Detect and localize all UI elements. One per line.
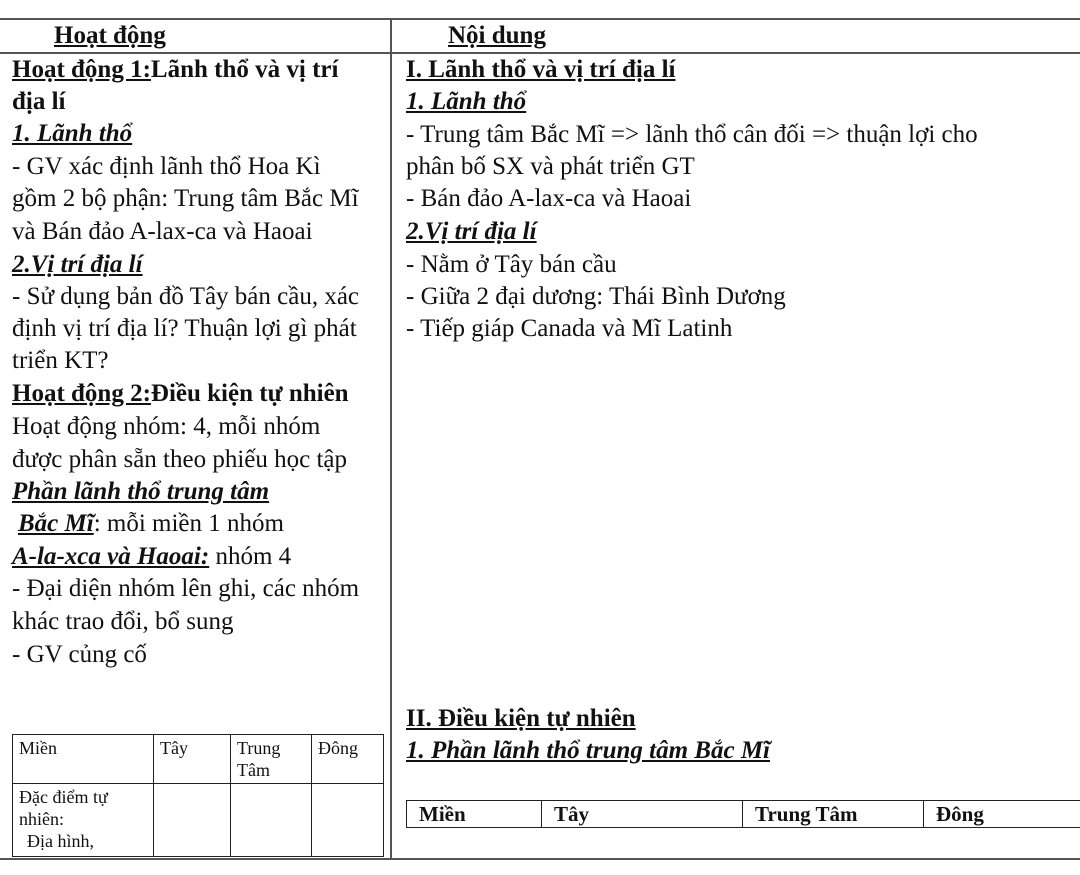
right-header-mien: Miền	[407, 801, 542, 828]
mini-cell	[312, 784, 384, 857]
left-sec2-title: 2.Vị trí địa lí	[12, 251, 143, 278]
tail-line: - Đại diện nhóm lên ghi, các nhóm	[12, 575, 360, 602]
activity2-label: Hoạt động 2:	[12, 380, 151, 407]
activity2-title	[12, 378, 349, 410]
alaxca-rest: nhóm 4	[209, 543, 292, 570]
right-section2-title: II. Điều kiện tự nhiên	[406, 705, 636, 732]
activity2-line: Hoạt động nhóm: 4, mỗi nhóm	[12, 413, 321, 440]
mini-row-label-2: nhiên:	[19, 809, 64, 829]
right-sub1-title: 1. Lãnh thổ	[406, 88, 527, 115]
right-header-dong: Đông	[924, 801, 1080, 828]
mini-cell	[154, 784, 231, 857]
alaxca-line	[12, 541, 291, 573]
alaxca-label: A-la-xca và Haoai:	[12, 543, 210, 570]
header-left: Hoạt động	[54, 22, 166, 49]
right-sub2-line: - Tiếp giáp Canada và Mĩ Latinh	[406, 315, 733, 342]
right-sub1-line: - Trung tâm Bắc Mĩ => lãnh thổ cân đối => thuận lợi cho	[406, 121, 978, 148]
activity1-title-cont: địa lí	[12, 88, 66, 115]
tail-line: khác trao đổi, bổ sung	[12, 608, 234, 635]
activity1-label: Hoạt động 1:	[12, 56, 151, 83]
right-header-tay: Tây	[542, 801, 743, 828]
activity1-label-rest: Lãnh thổ và vị trí	[150, 56, 339, 83]
left-sec1-title: 1. Lãnh thổ	[12, 120, 133, 147]
right-sub1-line: - Bán đảo A-lax-ca và Haoai	[406, 185, 692, 212]
bacmi-rest: : mỗi miền 1 nhóm	[93, 510, 284, 537]
left-sec1-line: và Bán đảo A-lax-ca và Haoai	[12, 218, 313, 245]
table-row	[13, 735, 384, 784]
activity2-line: được phân sẵn theo phiếu học tập	[12, 446, 348, 473]
mini-cell	[231, 784, 312, 857]
mini-header-tay: Tây	[154, 735, 231, 784]
right-sub2-line: - Giữa 2 đại dương: Thái Bình Dương	[406, 283, 786, 310]
tail-line: - GV củng cố	[12, 641, 147, 668]
left-sec2-line: triển KT?	[12, 347, 109, 374]
activity2-label-rest: Điều kiện tự nhiên	[150, 380, 349, 407]
table-row	[407, 801, 1080, 828]
left-sec2-line: định vị trí địa lí? Thuận lợi gì phát	[12, 315, 357, 342]
bacmi-label: Bắc Mĩ	[18, 510, 94, 537]
table-row	[13, 784, 384, 857]
bacmi-line	[18, 508, 284, 540]
header-right: Nội dung	[448, 22, 546, 49]
mini-header-trungtam: Trung Tâm	[231, 735, 312, 784]
right-table	[406, 800, 1080, 828]
mini-row-label-3: Địa hình,	[27, 831, 94, 851]
mini-row-label	[13, 784, 154, 857]
mini-header-mien: Miền	[13, 735, 154, 784]
left-sec1-line: - GV xác định lãnh thổ Hoa Kì	[12, 153, 321, 180]
mini-header-dong: Đông	[312, 735, 384, 784]
center-title: Phần lãnh thổ trung tâm	[12, 478, 270, 505]
column-divider	[390, 18, 392, 860]
right-sub2-title: 2.Vị trí địa lí	[406, 218, 537, 245]
table-bottom-border	[0, 858, 1080, 860]
right-sub3-title: 1. Phần lãnh thổ trung tâm Bắc Mĩ	[406, 737, 771, 764]
right-sub1-line: phân bố SX và phát triển GT	[406, 153, 695, 180]
activity1-title	[12, 54, 338, 86]
left-sec1-line: gồm 2 bộ phận: Trung tâm Bắc Mĩ	[12, 185, 359, 212]
mini-row-label-1: Đặc điểm tự	[19, 787, 108, 807]
right-section1-title: I. Lãnh thổ và vị trí địa lí	[406, 56, 676, 83]
right-header-trungtam: Trung Tâm	[743, 801, 924, 828]
left-sec2-line: - Sử dụng bản đồ Tây bán cầu, xác	[12, 283, 360, 310]
left-mini-table	[12, 734, 384, 857]
right-sub2-line: - Nằm ở Tây bán cầu	[406, 251, 617, 278]
